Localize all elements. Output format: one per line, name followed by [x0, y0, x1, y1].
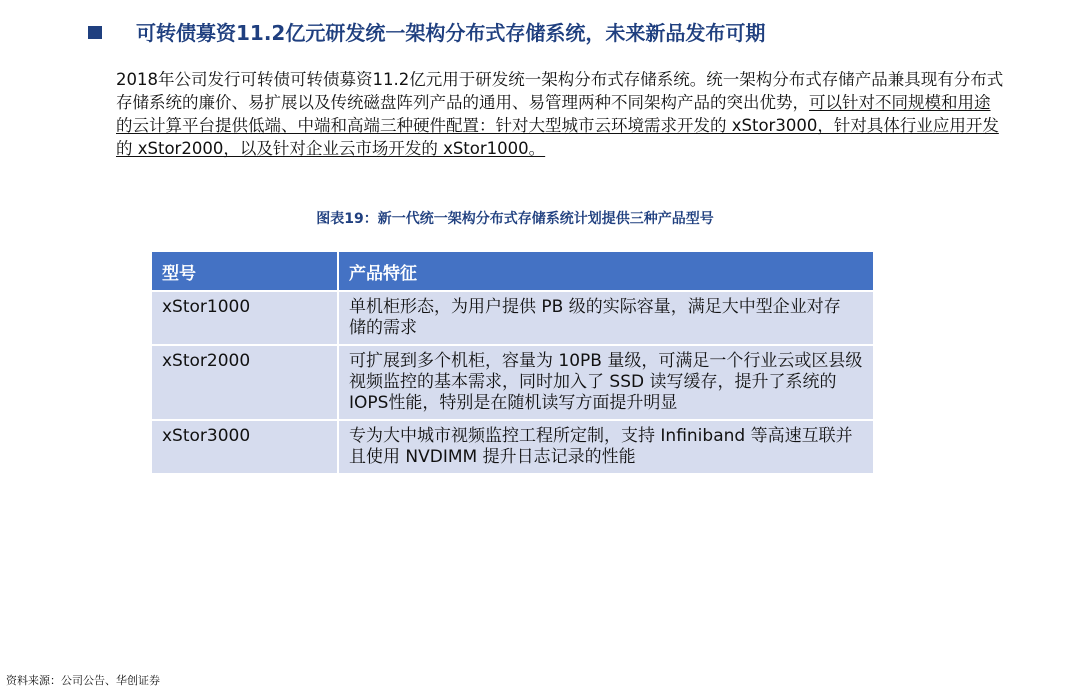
table-row	[152, 345, 873, 420]
figure-caption: 图表19：新一代统一架构分布式存储系统计划提供三种产品型号	[316, 211, 714, 227]
table-row	[152, 420, 873, 473]
model-cell: xStor2000	[152, 345, 338, 420]
square-bullet-icon	[88, 26, 102, 39]
model-cell: xStor3000	[152, 420, 338, 473]
column-header-model: 型号	[152, 252, 338, 291]
feature-cell: 单机柜形态，为用户提供 PB 级的实际容量，满足大中型企业对存 储的需求	[338, 291, 873, 345]
body-paragraph	[116, 68, 1006, 160]
section-heading-row	[88, 18, 1048, 50]
column-header-features: 产品特征	[338, 252, 873, 291]
section-heading: 可转债募资11.2亿元研发统一架构分布式存储系统，未来新品发布可期	[136, 21, 766, 45]
source-note: 资料来源：公司公告、华创证券	[6, 674, 160, 687]
paragraph-plain-text: 2018年公司发行可转债可转债募资11.2亿元用于研发统一架构分布式存储系统。统一架构分布式存储产品兼具现有分布式存储系统的廉价、易扩展以及传统磁盘阵列产品的通用、易管理两种不同架构产品的突出优势，	[116, 70, 1004, 112]
model-cell: xStor1000	[152, 291, 338, 345]
table-header-row	[152, 252, 873, 291]
table-row	[152, 291, 873, 345]
feature-cell: 专为大中城市视频监控工程所定制，支持 Infiniband 等高速互联并且使用 NVDIMM 提升日志记录的性能	[338, 420, 873, 473]
product-models-table	[152, 252, 873, 473]
feature-cell: 可扩展到多个机柜，容量为 10PB 量级，可满足一个行业云或区县级视频监控的基本需求，同时加入了 SSD 读写缓存，提升了系统的 IOPS性能，特别是在随机读写方面提升明显	[338, 345, 873, 420]
paragraph-underlined-text: 可以针对不同规模和用途的云计算平台提供低端、中端和高端三种硬件配置：针对大型城市云环境需求开发的 xStor3000，针对具体行业应用开发的 xStor2000，以及针对企业云市场开发的 xStor1000。	[116, 93, 999, 158]
